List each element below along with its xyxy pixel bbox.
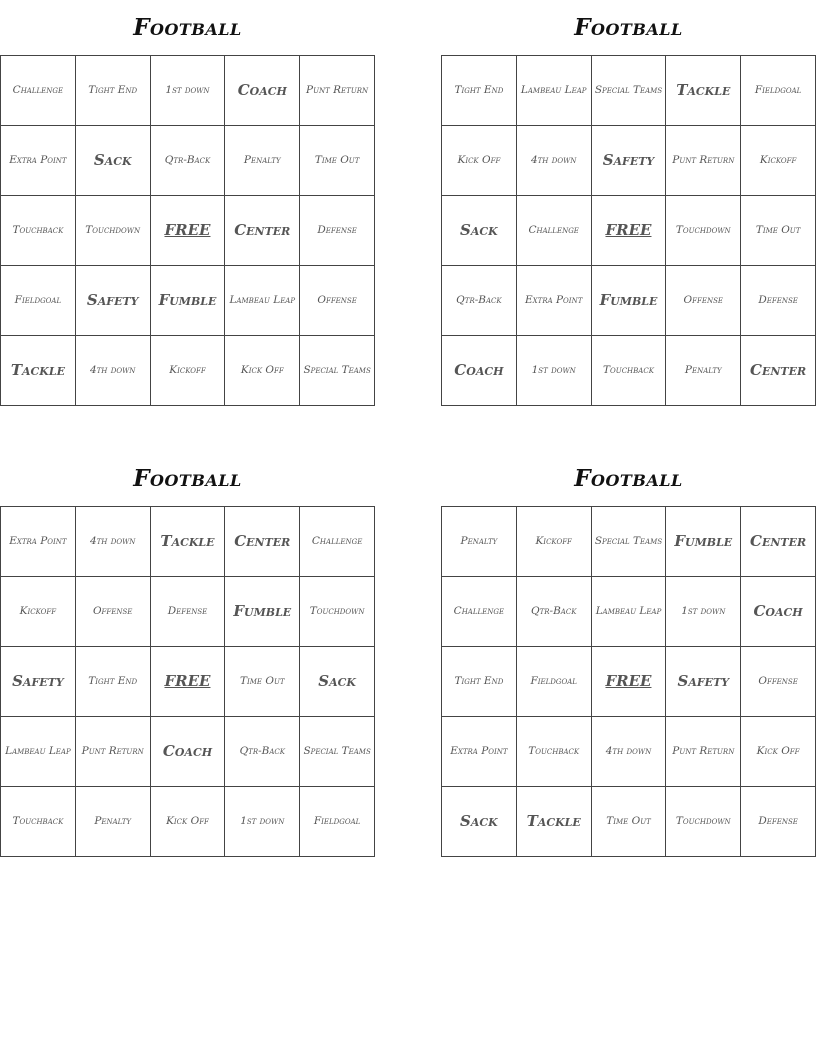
bingo-cell: Touchdown — [666, 196, 741, 266]
bingo-cell: Offense — [741, 647, 816, 717]
bingo-cell: 1st down — [517, 336, 592, 406]
bingo-cell: Kick Off — [442, 126, 517, 196]
bingo-cell: Challenge — [517, 196, 592, 266]
bingo-cell: Penalty — [442, 507, 517, 577]
bingo-cell: Lambeau Leap — [517, 56, 592, 126]
bingo-cell: Fumble — [592, 266, 667, 336]
bingo-cell: Penalty — [666, 336, 741, 406]
bingo-cell: Kick Off — [225, 336, 300, 406]
bingo-cell: Time Out — [741, 196, 816, 266]
bingo-cell: Challenge — [300, 507, 375, 577]
bingo-cell: Tackle — [1, 336, 76, 406]
bingo-cell: Safety — [666, 647, 741, 717]
bingo-cell: Touchback — [1, 787, 76, 857]
bingo-cell: Kick Off — [741, 717, 816, 787]
bingo-cell: Penalty — [225, 126, 300, 196]
bingo-cell: Qtr-Back — [442, 266, 517, 336]
bingo-cell: Kickoff — [151, 336, 226, 406]
bingo-cell: Touchback — [1, 196, 76, 266]
bingo-cell: Special Teams — [300, 717, 375, 787]
bingo-cell: Sack — [76, 126, 151, 196]
bingo-card-2 — [441, 0, 816, 406]
card-title: Football — [133, 465, 242, 492]
bingo-cell: Sack — [442, 196, 517, 266]
bingo-cell: Extra Point — [1, 126, 76, 196]
bingo-cell: Fumble — [151, 266, 226, 336]
bingo-cell: Center — [225, 196, 300, 266]
bingo-cell: Sack — [300, 647, 375, 717]
bingo-cell: Kickoff — [517, 507, 592, 577]
bingo-cell: Defense — [741, 266, 816, 336]
bingo-cell: Punt Return — [300, 56, 375, 126]
bingo-cell: Tackle — [151, 507, 226, 577]
bingo-cell: Safety — [592, 126, 667, 196]
bingo-cell: Extra Point — [442, 717, 517, 787]
bingo-cell: 4th down — [517, 126, 592, 196]
bingo-cell: Coach — [741, 577, 816, 647]
bingo-card-3 — [0, 451, 375, 857]
bingo-cell: 1st down — [225, 787, 300, 857]
bingo-cell: Tight End — [76, 56, 151, 126]
bingo-cell: Fumble — [225, 577, 300, 647]
bingo-cell: Extra Point — [517, 266, 592, 336]
bingo-cell: Extra Point — [1, 507, 76, 577]
bingo-cell: Kick Off — [151, 787, 226, 857]
bingo-cell: Punt Return — [666, 126, 741, 196]
bingo-cell: Challenge — [1, 56, 76, 126]
bingo-cell: Qtr-Back — [517, 577, 592, 647]
bingo-cell: Punt Return — [76, 717, 151, 787]
bingo-cell: Time Out — [300, 126, 375, 196]
bingo-cell: Fieldgoal — [300, 787, 375, 857]
bingo-cell: 1st down — [151, 56, 226, 126]
bingo-cell: Offense — [300, 266, 375, 336]
bingo-cell: Center — [741, 507, 816, 577]
bingo-card-4 — [441, 451, 816, 857]
bingo-cell: Challenge — [442, 577, 517, 647]
bingo-cell: 1st down — [666, 577, 741, 647]
bingo-cell: Fumble — [666, 507, 741, 577]
bingo-cell: Qtr-Back — [151, 126, 226, 196]
bingo-cell: Tight End — [442, 647, 517, 717]
bingo-grid — [441, 55, 816, 406]
bingo-cell: Offense — [666, 266, 741, 336]
bingo-cell: Lambeau Leap — [225, 266, 300, 336]
bingo-cell: Lambeau Leap — [1, 717, 76, 787]
bingo-cell: 4th down — [76, 336, 151, 406]
bingo-cell: Defense — [151, 577, 226, 647]
bingo-cell: Safety — [1, 647, 76, 717]
card-title: Football — [133, 14, 242, 41]
bingo-cell: Punt Return — [666, 717, 741, 787]
bingo-cell: Tackle — [517, 787, 592, 857]
bingo-cell: Kickoff — [741, 126, 816, 196]
bingo-card-1 — [0, 0, 375, 406]
bingo-cell: Special Teams — [300, 336, 375, 406]
bingo-cell: Time Out — [592, 787, 667, 857]
card-title: Football — [574, 14, 683, 41]
bingo-cell: 4th down — [592, 717, 667, 787]
bingo-cell: Special Teams — [592, 56, 667, 126]
bingo-cell: Tackle — [666, 56, 741, 126]
bingo-cell: Lambeau Leap — [592, 577, 667, 647]
bingo-cell: 4th down — [76, 507, 151, 577]
bingo-cell: Penalty — [76, 787, 151, 857]
bingo-cell: Time Out — [225, 647, 300, 717]
bingo-cell: Touchback — [592, 336, 667, 406]
bingo-grid — [0, 506, 375, 857]
free-space: FREE — [592, 196, 667, 266]
bingo-cell: Kickoff — [1, 577, 76, 647]
free-space: FREE — [151, 647, 226, 717]
card-title: Football — [574, 465, 683, 492]
bingo-cell: Sack — [442, 787, 517, 857]
bingo-cell: Tight End — [76, 647, 151, 717]
bingo-cell: Special Teams — [592, 507, 667, 577]
bingo-cell: Coach — [225, 56, 300, 126]
bingo-grid — [0, 55, 375, 406]
free-space: FREE — [151, 196, 226, 266]
bingo-cell: Coach — [151, 717, 226, 787]
bingo-cell: Center — [741, 336, 816, 406]
bingo-cell: Fieldgoal — [1, 266, 76, 336]
bingo-cell: Defense — [741, 787, 816, 857]
bingo-cell: Safety — [76, 266, 151, 336]
bingo-cell: Coach — [442, 336, 517, 406]
bingo-cell: Touchdown — [666, 787, 741, 857]
bingo-cell: Tight End — [442, 56, 517, 126]
bingo-cell: Qtr-Back — [225, 717, 300, 787]
bingo-cell: Center — [225, 507, 300, 577]
bingo-grid — [441, 506, 816, 857]
bingo-cell: Fieldgoal — [741, 56, 816, 126]
bingo-cell: Offense — [76, 577, 151, 647]
bingo-cell: Touchback — [517, 717, 592, 787]
bingo-cell: Touchdown — [300, 577, 375, 647]
bingo-cell: Touchdown — [76, 196, 151, 266]
free-space: FREE — [592, 647, 667, 717]
bingo-cell: Defense — [300, 196, 375, 266]
bingo-cell: Fieldgoal — [517, 647, 592, 717]
